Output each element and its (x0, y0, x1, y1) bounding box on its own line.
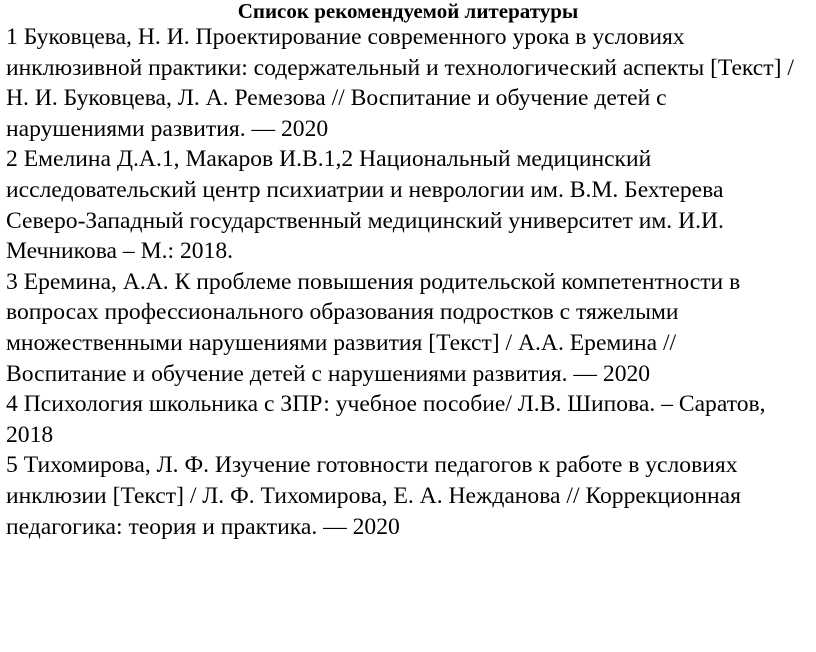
reference-text: Еремина, А.А. К проблеме повышения родительской компетентности в вопросах профессионального образования подростков с тяжелыми множественными нарушениями развития [Текст] / А.А. Еремина // Воспитание и обучение детей с нарушениями развития. — 2020 (6, 268, 741, 387)
reference-item-1 (6, 22, 798, 144)
reference-item-4 (6, 389, 798, 450)
reference-number: 4 (6, 391, 18, 418)
reference-item-5 (6, 450, 798, 542)
reference-number: 3 (6, 268, 18, 295)
reference-item-2 (6, 144, 798, 266)
reference-text: Тихомирова, Л. Ф. Изучение готовности педагогов к работе в условиях инклюзии [Текст] / Л. Ф. Тихомирова, Е. А. Нежданова // Коррекционная педагогика: теория и практика. — 2020 (6, 452, 741, 540)
reference-text: Емелина Д.А.1, Макаров И.В.1,2 Национальный медицинский исследовательский центр психиатрии и неврологии им. В.М. Бехтерева Северо-Западный государственный медицинский университет им. И.И. Мечникова – М.: 2018. (6, 146, 724, 265)
reference-list (6, 22, 798, 542)
reference-text: Буковцева, Н. И. Проектирование современного урока в условиях инклюзивной практики: содержательный и технологический аспекты [Текст] / Н. И. Буковцева, Л. А. Ремезова // Воспитание и обучение детей с нарушениями развития. — 2020 (6, 24, 794, 142)
reference-number: 2 (6, 146, 18, 173)
reference-number: 1 (6, 24, 18, 50)
reference-text: Психология школьника с ЗПР: учебное пособие/ Л.В. Шипова. – Саратов, 2018 (6, 391, 766, 448)
reference-number: 5 (6, 452, 18, 479)
page-title: Список рекомендуемой литературы (237, 0, 579, 23)
reference-item-3 (6, 267, 798, 389)
